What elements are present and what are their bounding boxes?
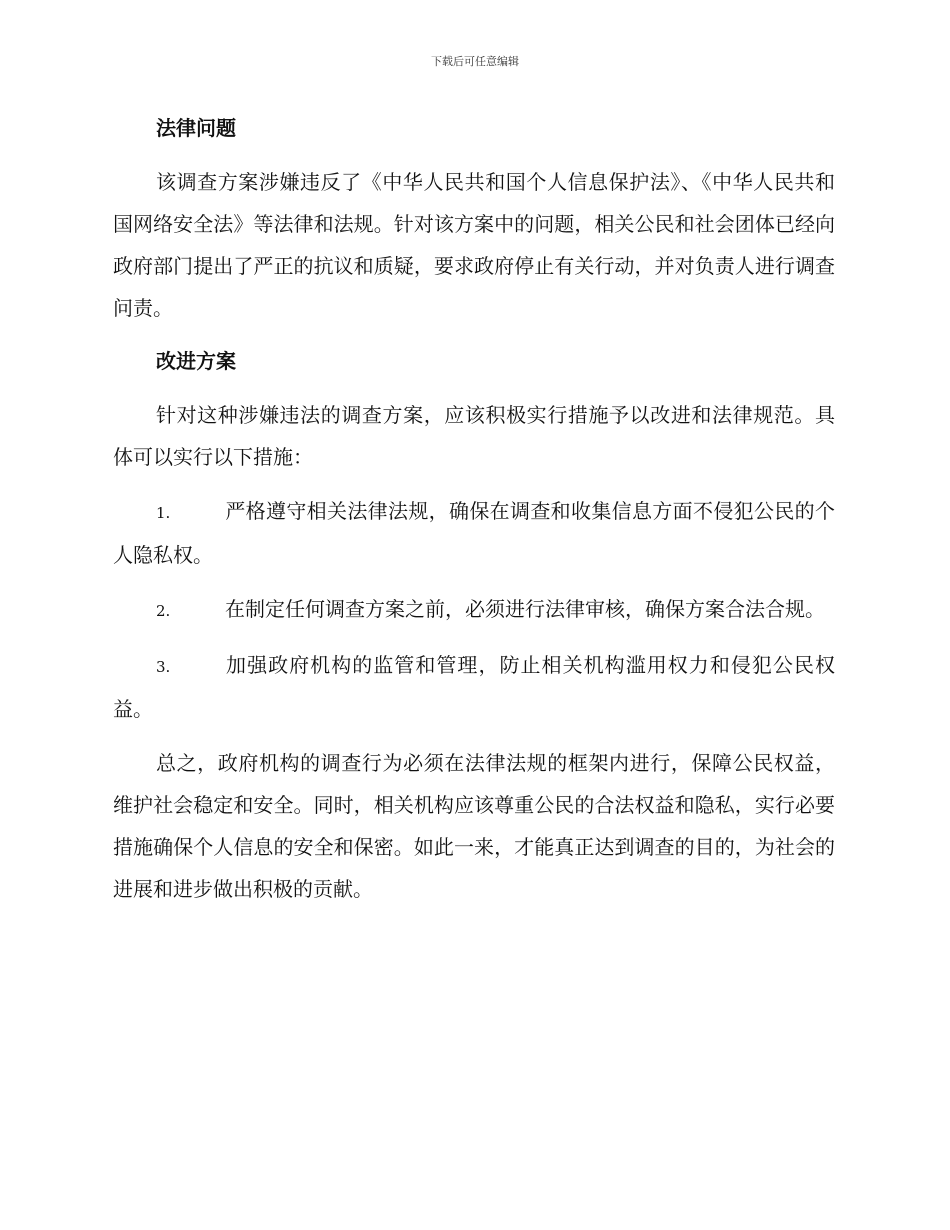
paragraph-legal: 该调查方案涉嫌违反了《中华人民共和国个人信息保护法》、《中华人民共和国网络安全法》等法律和法规。针对该方案中的问题，相关公民和社会团体已经向政府部门提出了严正的抗议和质疑，要求政府停止有关行动，并对负责人进行调查问责。 [113,170,835,320]
list-item-3 [113,644,835,730]
section-heading-improve: 改进方案 [156,349,236,373]
document-body [113,108,835,922]
paragraph-improve-intro: 针对这种涉嫌违法的调查方案，应该积极实行措施予以改进和法律规范。具体可以实行以下措施： [113,403,835,469]
paragraph-conclusion: 总之，政府机构的调查行为必须在法律法规的框架内进行，保障公民权益，维护社会稳定和安全。同时，相关机构应该尊重公民的合法权益和隐私，实行必要措施确保个人信息的安全和保密。如此一来，才能真正达到调查的目的，为社会的进展和进步做出积极的贡献。 [113,751,835,901]
section-heading-legal: 法律问题 [156,116,236,140]
list-item-1 [113,490,835,576]
list-item-text: 严格遵守相关法律法规，确保在调查和收集信息方面不侵犯公民的个人隐私权。 [113,499,835,567]
list-item-text: 加强政府机构的监管和管理，防止相关机构滥用权力和侵犯公民权益。 [113,653,835,721]
list-number: 3. [156,658,171,676]
list-item-text: 在制定任何调查方案之前，必须进行法律审核，确保方案合法合规。 [225,597,825,621]
list-item-2 [113,588,835,632]
list-number: 1. [156,504,171,522]
list-number: 2. [156,602,171,620]
page-header: 下载后可任意编辑 [431,55,519,68]
